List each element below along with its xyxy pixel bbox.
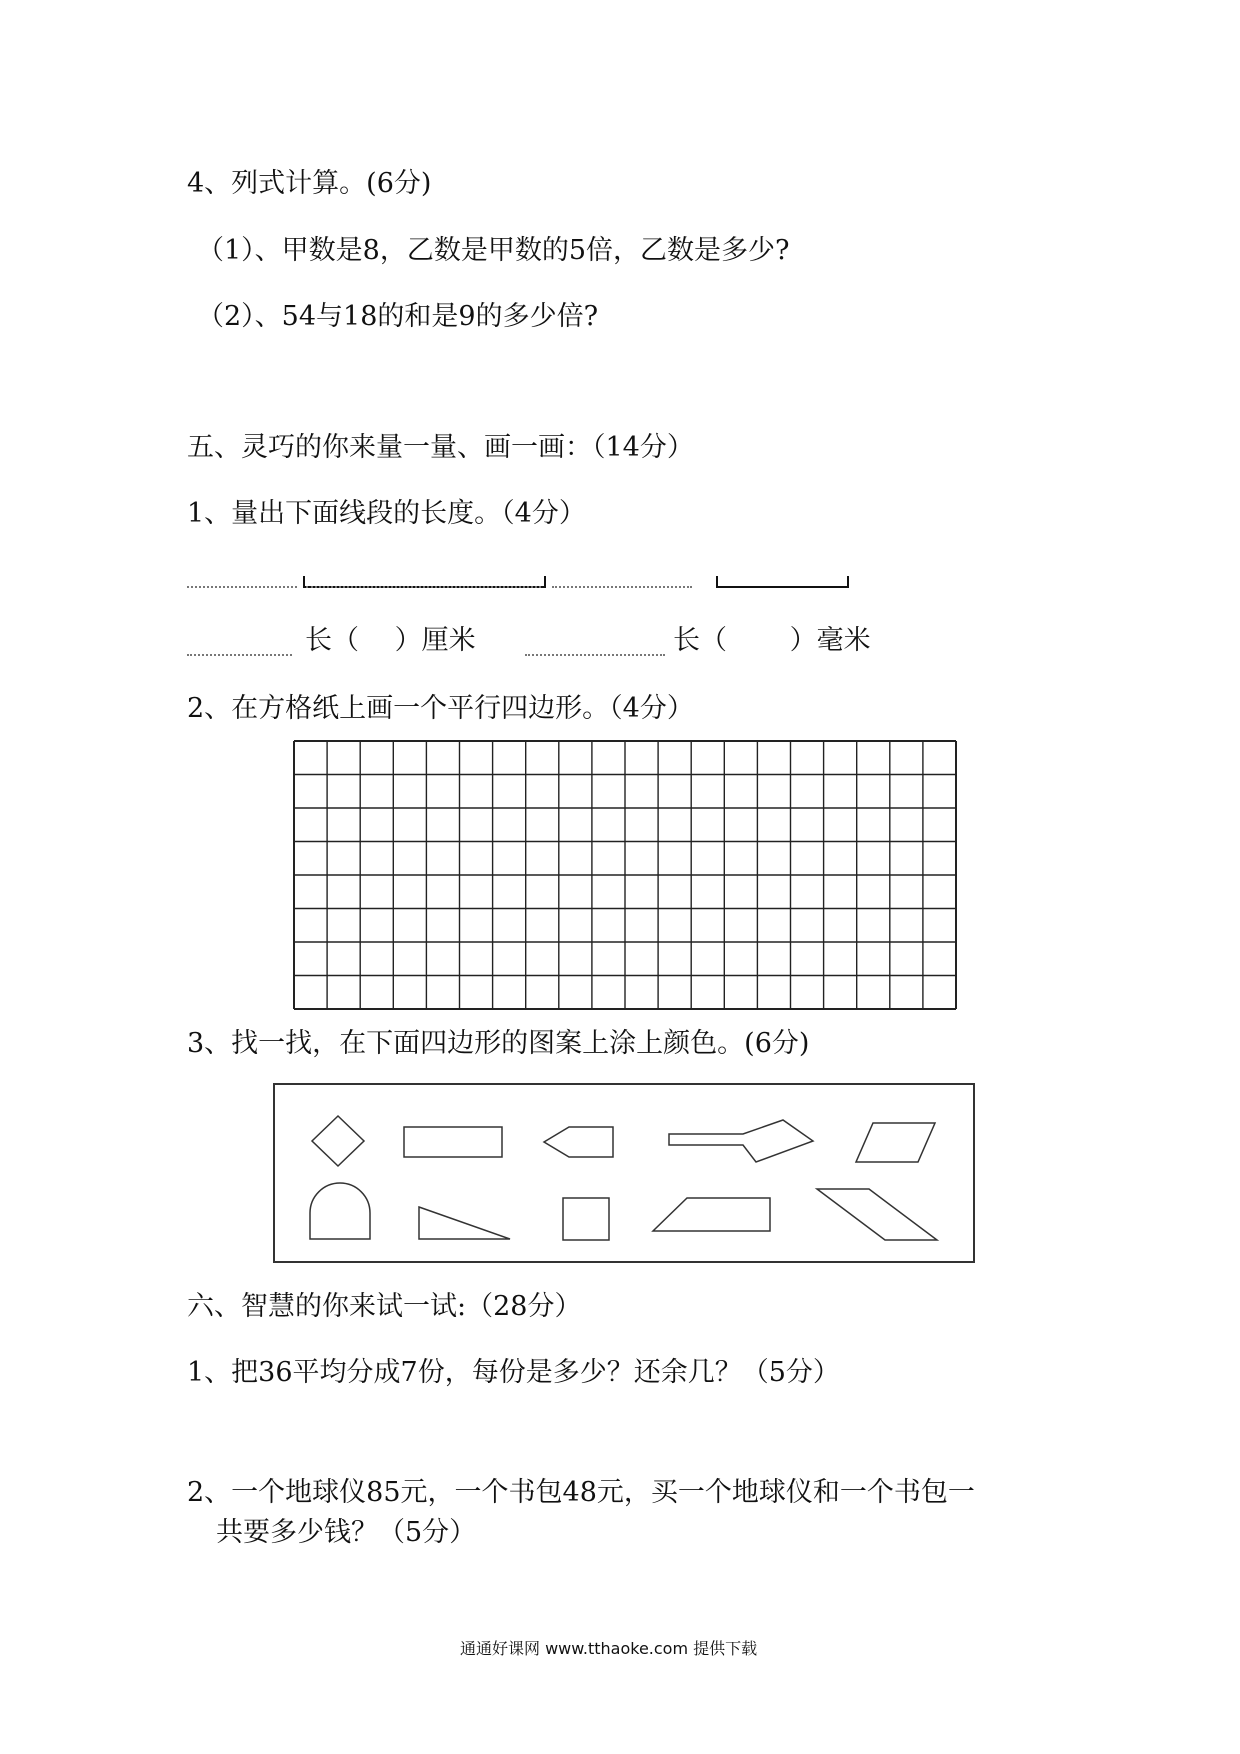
dotted-guide: [552, 586, 692, 590]
shapes-frame: [274, 1084, 974, 1262]
shape-square: [563, 1198, 609, 1240]
q4-item-1: （1）、甲数是8，乙数是甲数的5倍，乙数是多少?: [197, 235, 790, 266]
shape-trapezoid: [653, 1198, 770, 1231]
dotted-guide: [306, 586, 541, 590]
shape-parallelogram: [856, 1123, 935, 1162]
shape-arrow-with-kite: [669, 1120, 813, 1162]
shape-pentagon-arrow: [544, 1127, 613, 1157]
footer-credit: 通通好课网 www.tthaoke.com 提供下载: [460, 1639, 758, 1658]
q4-item-2: （2）、54与18的和是9的多少倍?: [197, 301, 599, 332]
dotted-guide: [187, 654, 292, 658]
section5-title: 五、灵巧的你来量一量、画一画：（14分）: [187, 432, 694, 463]
shape-pentagon: [544, 1127, 613, 1157]
section6-q2-line1: 2、一个地球仪85元，一个书包48元，买一个地球仪和一个书包一: [187, 1477, 975, 1508]
section5-q1-title: 1、量出下面线段的长度。（4分）: [187, 498, 586, 529]
shape-diamond: [312, 1116, 364, 1166]
section6-title: 六、智慧的你来试一试:（28分）: [187, 1291, 582, 1322]
line-segment-mm: [716, 576, 849, 588]
section6-q2-line2: 共要多少钱？（5分）: [216, 1517, 477, 1548]
shape-arrow-pentagon: [544, 1127, 613, 1157]
dotted-guide: [525, 654, 665, 658]
shape-slanted-parallelogram: [817, 1189, 937, 1240]
shapes-panel: [273, 1083, 975, 1263]
shape-semicircle-arch: [310, 1183, 370, 1239]
q4-title: 4、列式计算。(6分): [187, 168, 432, 199]
dotted-guide: [187, 586, 297, 590]
answer-cm: 长（ ）厘米: [305, 625, 476, 656]
shape-right-triangle: [419, 1207, 510, 1239]
shape-rectangle: [404, 1127, 502, 1157]
section5-q2-title: 2、在方格纸上画一个平行四边形。（4分）: [187, 693, 694, 724]
grid-paper[interactable]: [293, 740, 957, 1010]
section5-q3-title: 3、找一找，在下面四边形的图案上涂上颜色。(6分): [187, 1028, 810, 1059]
answer-mm: 长（ ）毫米: [673, 625, 871, 656]
section6-q1: 1、把36平均分成7份，每份是多少？还余几？（5分）: [187, 1357, 840, 1388]
